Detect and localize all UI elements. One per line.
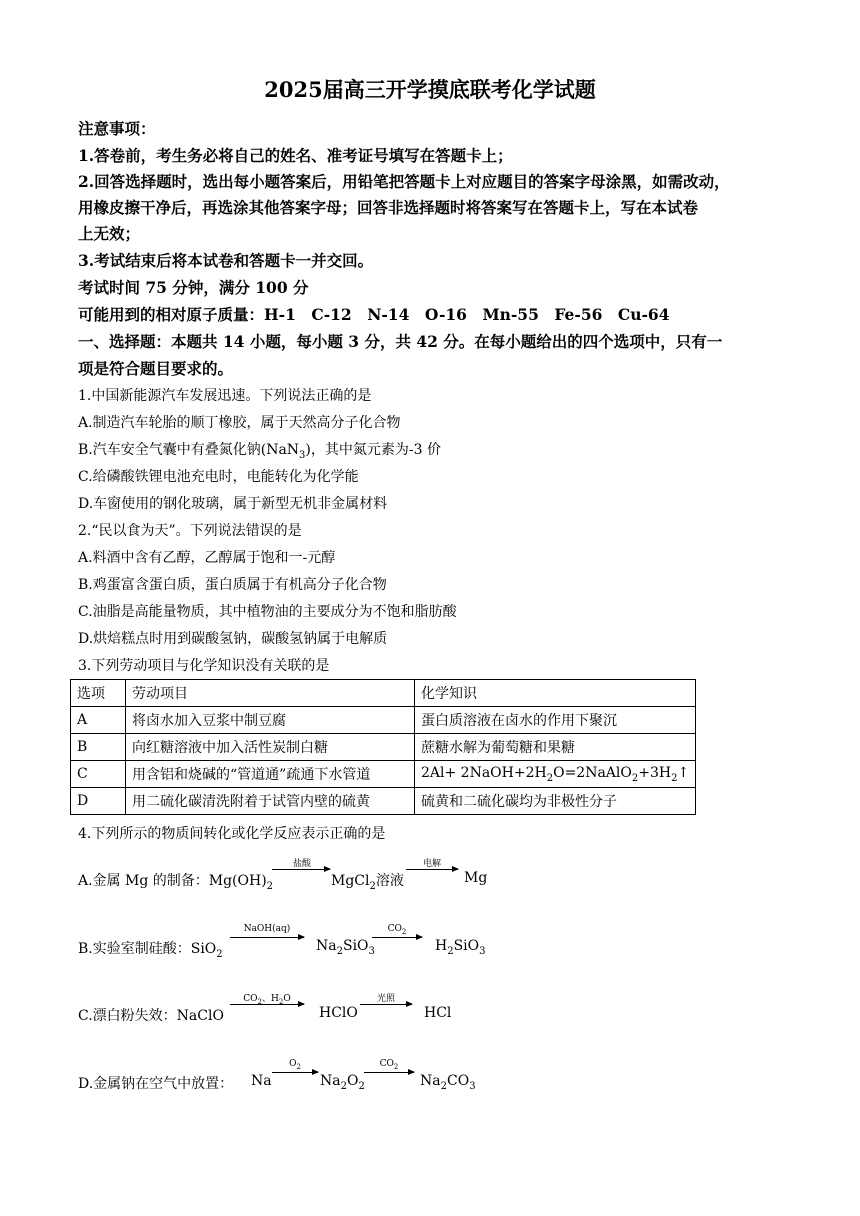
q2-stem: 2.“民以食为天”。下列说法错误的是 <box>78 523 302 539</box>
q4-d-product: $Na_2CO_3$ <box>420 1073 476 1092</box>
table-cell: 蛋白质溶液在卤水的作用下聚沉 <box>415 707 696 734</box>
table-cell: 蔗糖水解为葡萄糖和果糖 <box>415 734 696 761</box>
q2-option-b: B.鸡蛋富含蛋白质，蛋白质属于有机高分子化合物 <box>78 577 387 593</box>
q4-b-intermediate: $Na_2SiO_3$ <box>316 938 375 957</box>
reaction-arrow <box>230 937 304 938</box>
q4-stem: 4.下列所示的物质间转化或化学反应表示正确的是 <box>78 826 386 842</box>
q1-stem: 1.中国新能源汽车发展迅速。下列说法正确的是 <box>78 388 372 404</box>
table-row <box>71 788 696 815</box>
exam-time: 考试时间 75 分钟，满分 100 分 <box>78 278 309 297</box>
reaction-arrow <box>360 1004 412 1005</box>
reaction-arrow <box>364 1072 414 1073</box>
q4-b-product: $H_2SiO_3$ <box>435 938 486 957</box>
q3-table <box>70 679 696 815</box>
q1-option-c: C.给磷酸铁锂电池充电时，电能转化为化学能 <box>78 469 359 485</box>
q2-option-d: D.烘焙糕点时用到碳酸氢钠，碳酸氢钠属于电解质 <box>78 631 388 647</box>
table-row <box>71 761 696 788</box>
table-header-row <box>71 680 696 707</box>
reaction-arrow <box>230 1004 304 1005</box>
q4-d-condition-1: $O_2$ <box>289 1059 301 1071</box>
q4-option-b-label: B.实验室制硅酸：SiO$_2$ <box>78 941 223 960</box>
reaction-arrow <box>272 869 330 870</box>
q4-b-condition-2: $CO_2$ <box>387 924 407 936</box>
q4-a-product: Mg <box>464 870 488 886</box>
q4-a-intermediate: MgCl$_2$溶液 <box>331 873 404 892</box>
q4-d-reactant: Na <box>251 1073 272 1089</box>
notice-item-2-line-1: 2.回答选择题时，选出每小题答案后，用铅笔把答题卡上对应题目的答案字母涂黑，如需改动， <box>78 172 730 191</box>
table-cell: 将卤水加入豆浆中制豆腐 <box>126 707 415 734</box>
table-cell: C <box>71 761 126 788</box>
table-cell: 用含铝和烧碱的“管道通”疏通下水管道 <box>126 761 415 788</box>
q1-option-b: B.汽车安全气囊中有叠氮化钠(NaN$_3$)，其中氮元素为-3 价 <box>78 442 441 461</box>
table-cell: 硫黄和二硫化碳均为非极性分子 <box>415 788 696 815</box>
reaction-arrow <box>406 869 458 870</box>
q2-option-a: A.料酒中含有乙醇，乙醇属于饱和一-元醇 <box>78 550 336 566</box>
q1-option-a: A.制造汽车轮胎的顺丁橡胶，属于天然高分子化合物 <box>78 415 401 431</box>
reaction-arrow <box>272 1072 318 1073</box>
q4-b-condition-1: NaOH(aq) <box>243 924 291 934</box>
table-cell: 向红糖溶液中加入活性炭制白糖 <box>126 734 415 761</box>
table-row <box>71 707 696 734</box>
table-cell: B <box>71 734 126 761</box>
q4-c-intermediate: HClO <box>319 1005 358 1021</box>
table-cell: D <box>71 788 126 815</box>
section1-line-1: 一、选择题：本题共 14 小题，每小题 3 分，共 42 分。在每小题给出的四个选项中，只有一 <box>78 332 723 351</box>
table-cell: 用二硫化碳清洗附着于试管内壁的硫黄 <box>126 788 415 815</box>
q4-c-condition-1: $CO_2$、$H_2O$ <box>243 994 291 1006</box>
q4-option-d-label: D.金属钠在空气中放置： <box>78 1076 234 1092</box>
section1-line-2: 项是符合题目要求的。 <box>78 359 234 378</box>
q4-option-c-label: C.漂白粉失效：NaClO <box>78 1008 224 1024</box>
table-header-cell: 选项 <box>71 680 126 707</box>
table-cell: A <box>71 707 126 734</box>
q4-d-intermediate: $Na_2O_2$ <box>320 1073 365 1092</box>
q4-option-a-label: A.金属 Mg 的制备：$Mg(OH)_2$ <box>78 873 274 892</box>
q2-option-c: C.油脂是高能量物质，其中植物油的主要成分为不饱和脂肪酸 <box>78 604 457 620</box>
notice-heading: 注意事项： <box>78 119 156 138</box>
q3-stem: 3.下列劳动项目与化学知识没有关联的是 <box>78 658 330 674</box>
q4-c-condition-2: 光照 <box>376 994 395 1004</box>
table-header-cell: 化学知识 <box>415 680 696 707</box>
q1-option-d: D.车窗使用的钢化玻璃，属于新型无机非金属材料 <box>78 496 388 512</box>
table-header-cell: 劳动项目 <box>126 680 415 707</box>
notice-item-2-line-3: 上无效； <box>78 224 141 243</box>
q4-a-condition-2: 电解 <box>422 859 441 869</box>
notice-item-1: 1.答卷前，考生务必将自己的姓名、准考证号填写在答题卡上； <box>78 146 513 165</box>
table-cell: $2Al+ 2NaOH+2H_2O=2NaAlO_2+3H_2↑$ <box>415 761 696 788</box>
q4-a-condition-1: 盐酸 <box>292 859 311 869</box>
notice-item-3: 3.考试结束后将本试卷和答题卡一并交回。 <box>78 251 374 270</box>
table-row <box>71 734 696 761</box>
notice-item-2-line-2: 用橡皮擦干净后，再选涂其他答案字母；回答非选择题时将答案写在答题卡上，写在本试卷 <box>78 198 699 217</box>
reaction-arrow <box>372 937 422 938</box>
q4-d-condition-2: $CO_2$ <box>379 1059 399 1071</box>
page-title: 2025届高三开学摸底联考化学试题 <box>264 77 596 102</box>
atomic-mass: 可能用到的相对原子质量：H-1 C-12 N-14 O-16 Mn-55 Fe-56 Cu-64 <box>78 305 670 324</box>
q4-c-product: HCl <box>424 1005 452 1021</box>
